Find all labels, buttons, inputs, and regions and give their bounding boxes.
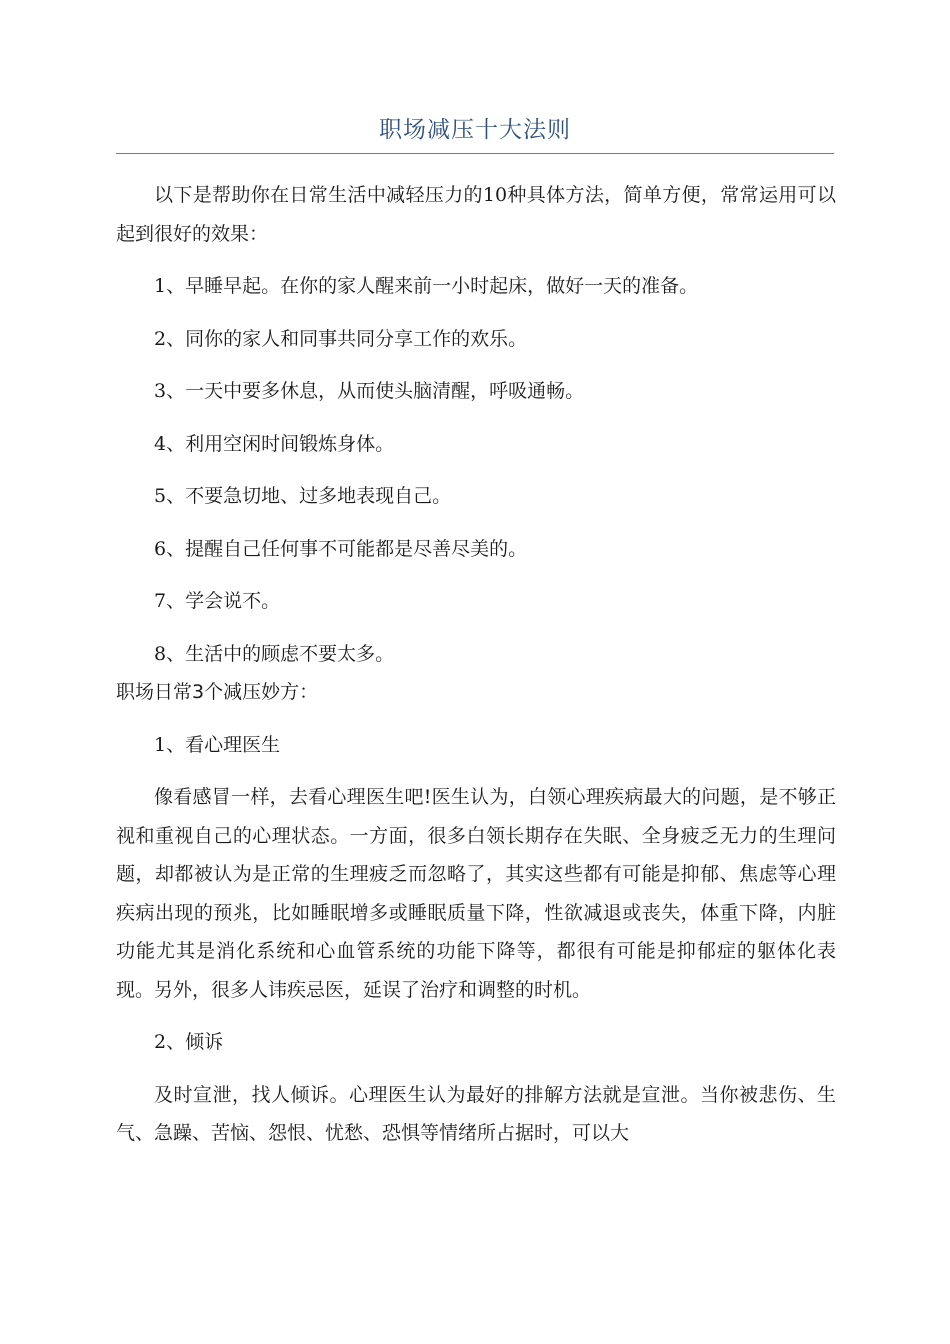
section-heading bbox=[116, 673, 836, 712]
section-heading-number: 3 bbox=[192, 681, 205, 703]
intro-paragraph: 以下是帮助你在日常生活中减轻压力的10种具体方法，简单方便，常常运用可以起到很好的效果： bbox=[116, 184, 836, 245]
tip-item: 5、不要急切地、过多地表现自己。 bbox=[154, 485, 452, 507]
section-heading-suffix: 个减压妙方： bbox=[204, 681, 319, 703]
tip-item: 3、一天中要多休息，从而使头脑清醒，呼吸通畅。 bbox=[154, 380, 585, 402]
method-heading: 1、看心理医生 bbox=[154, 733, 281, 756]
tip-item: 1、早睡早起。在你的家人醒来前一小时起床，做好一天的准备。 bbox=[154, 275, 699, 297]
method-body: 及时宣泄，找人倾诉。心理医生认为最好的排解方法就是宣泄。当你被悲伤、生气、急躁、苦恼、怨恨、忧愁、恐惧等情绪所占据时，可以大 bbox=[116, 1083, 836, 1144]
method-heading: 2、倾诉 bbox=[154, 1031, 224, 1053]
tip-item: 6、提醒自己任何事不可能都是尽善尽美的。 bbox=[154, 537, 528, 560]
method-body: 像看感冒一样，去看心理医生吧!医生认为，白领心理疾病最大的问题，是不够正视和重视自己的心理状态。一方面，很多白领长期存在失眠、全身疲乏无力的生理问题，却都被认为是正常的生理疲乏而忽略了，其实这些都有可能是抑郁、焦虑等心理疾病出现的预兆，比如睡眠增多或睡眠质量下降，性欲减退或丧失，体重下降，内脏功能尤其是消化系统和心血管系统的功能下降等，都很有可能是抑郁症的躯体化表现。另外，很多人讳疾忌医，延误了治疗和调整的时机。 bbox=[116, 786, 836, 1001]
document-title: 职场减压十大法则 bbox=[379, 117, 571, 143]
tip-item: 4、利用空闲时间锻炼身体。 bbox=[154, 432, 395, 455]
section-heading-prefix: 职场日常 bbox=[116, 681, 193, 703]
tip-item: 7、学会说不。 bbox=[154, 590, 281, 612]
title-underline bbox=[116, 153, 834, 154]
tip-item: 2、同你的家人和同事共同分享工作的欢乐。 bbox=[154, 327, 528, 350]
document-body bbox=[116, 176, 836, 1153]
tip-item: 8、生活中的顾虑不要太多。 bbox=[154, 642, 395, 665]
